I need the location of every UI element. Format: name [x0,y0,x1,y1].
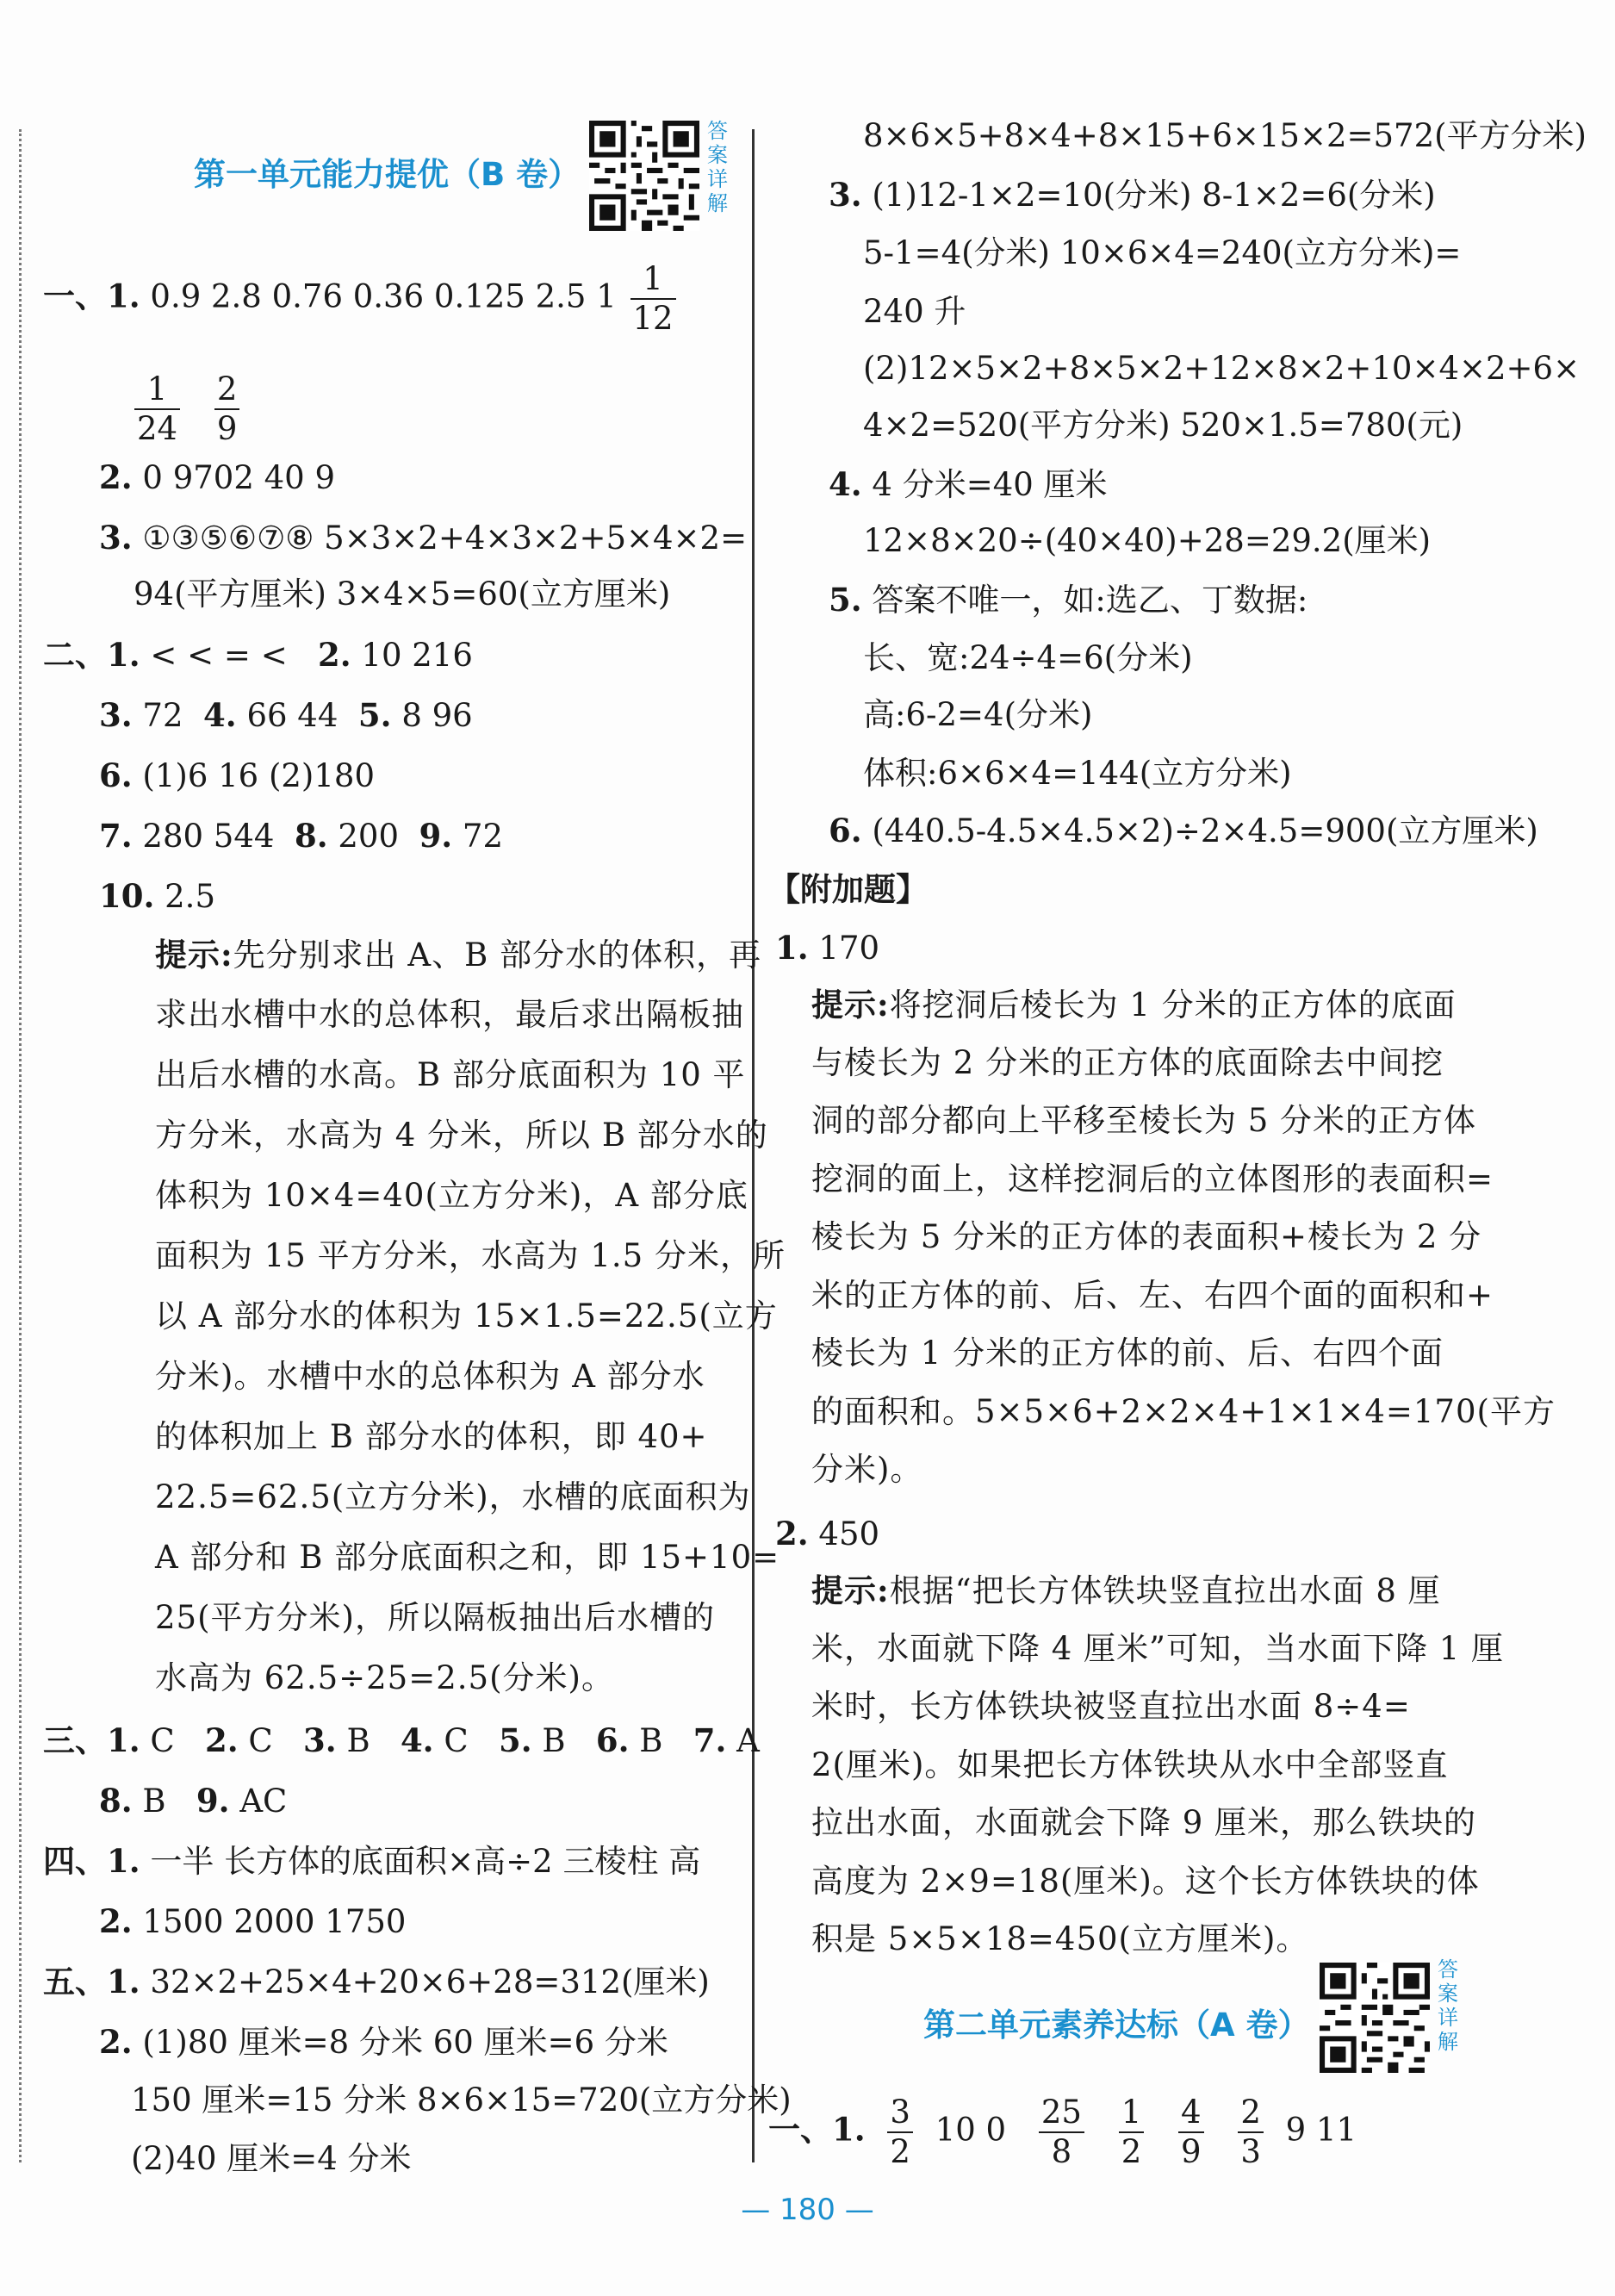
tip-line [811,984,1457,1026]
fraction-numerator: 2 [214,370,240,410]
fraction-numerator: 2 [1238,2094,1264,2133]
q-label: 8. [99,1782,133,1820]
sec5-line4: (2)40 厘米=4 分米 [131,2140,412,2177]
sec5-label: 五、1. [43,1963,140,2000]
sec3-line2 [99,1780,287,1822]
answer-text: 170 [818,930,880,967]
tip-line [811,1391,1556,1433]
tip-line [811,1275,1494,1316]
answer-text: B [142,1783,166,1820]
tip-text: 方分米，水高为 4 分米，所以 B 部分水的 [155,1117,768,1154]
r-line-1: 8×6×5+8×4+8×15+6×15×2=572(平方分米) [863,117,1587,154]
answer-text: < < = < [150,637,288,674]
answer-text: (440.5-4.5×4.5×2)÷2×4.5=900(立方厘米) [872,812,1538,849]
q-label: 9. [196,1782,230,1820]
q-label: 8. [294,817,328,855]
fraction-numerator: 1 [1119,2094,1145,2133]
answer-text: B [542,1722,566,1759]
answer-text: 2.5 [165,878,215,915]
answer-text: 8 96 [401,697,473,734]
q-label: 2. [775,1515,809,1552]
tip-line [155,1235,786,1277]
tip-line [811,1570,1441,1612]
unit2-sec1-q1 [768,2094,1357,2171]
answer-text: ①③⑤⑥⑦⑧ 5×3×2+4×3×2+5×4×2= [142,520,748,557]
tip-text: 面积为 15 平方分米，水高为 1.5 分米，所 [155,1237,786,1274]
q3-line4: (2)12×5×2+8×5×2+12×8×2+10×4×2+6× [863,350,1581,387]
sec1-q1-line [43,260,688,338]
answer-text: 4 分米=40 厘米 [872,466,1108,503]
fraction [1238,2094,1264,2171]
tip-text: 高度为 2×9=18(厘米)。这个长方体铁块的体 [811,1862,1480,1900]
tip-label: 提示: [811,1571,890,1609]
q-label: 4. [203,696,237,734]
qr-code-icon[interactable] [589,121,699,231]
q-label: 2. [205,1721,239,1759]
tip-line [155,934,761,976]
fraction-denominator: 12 [632,300,674,337]
tip-text: 的体积加上 B 部分水的体积，即 40+ [155,1418,708,1455]
q-label: 6. [595,1721,630,1759]
fraction-numerator: 25 [1039,2094,1084,2133]
sec1-q3-cont: 94(平方厘米) 3×4×5=60(立方厘米) [134,576,671,613]
answer-text: 10 216 [361,637,473,674]
answer-text: B [639,1722,663,1759]
q6-line [829,810,1538,852]
q-label: 4. [400,1721,434,1759]
tip-line [811,1449,922,1490]
fraction [887,2094,913,2171]
tip-text: 将挖洞后棱长为 1 分米的正方体的底面 [889,986,1457,1024]
fraction-numerator: 4 [1178,2094,1204,2133]
answer-text: 450 [818,1515,880,1552]
tip-text: 分米)。 [811,1451,923,1488]
sec3-line1 [43,1720,760,1762]
q-label: 2. [99,1902,133,1940]
answer-text: (1)6 16 (2)180 [142,757,375,794]
fraction-denominator: 9 [1181,2133,1202,2170]
q5-line2: 长、宽:24÷4=6(分米) [863,639,1193,676]
sec2-line4 [99,815,503,857]
tip-text: 米时，长方体铁块被竖直拉出水面 8÷4= [811,1688,1411,1725]
sec2-line5 [99,875,215,918]
sec3-label: 三、1. [43,1721,140,1759]
page-number: — 180 — [741,2193,874,2227]
fraction [134,370,180,448]
fraction [214,370,240,448]
fraction [1039,2094,1084,2171]
q-label: 9. [419,817,453,855]
answer-text: C [248,1722,273,1759]
answer-text: 1500 2000 1750 [142,1903,407,1940]
tip-text: 米的正方体的前、后、左、右四个面的面积和+ [811,1276,1494,1314]
answer-text: 200 [338,818,399,855]
tip-text: 积是 5×5×18=450(立方厘米)。 [811,1920,1309,1957]
q4-line2: 12×8×20÷(40×40)+28=29.2(厘米) [863,522,1432,559]
tip-line [811,1042,1444,1084]
q-label: 3. [829,176,862,214]
answer-text: C [444,1722,469,1759]
right-column [768,0,1615,2206]
left-column [0,0,792,2206]
tip-line [811,1745,1448,1786]
fraction-numerator: 3 [887,2094,913,2133]
tip-text: 出后水槽的水高。B 部分底面积为 10 平 [155,1056,746,1093]
answer-text: 0 9702 40 9 [142,459,336,496]
tip-text: 拉出水面，水面就会下降 9 厘米，那么铁块的 [811,1804,1477,1841]
q-label: 3. [303,1721,337,1759]
answer-text: 9 11 [1285,2111,1357,2149]
answer-text: 答案不唯一，如:选乙、丁数据: [872,582,1308,619]
tip-text: 与棱长为 2 分米的正方体的底面除去中间挖 [811,1043,1444,1081]
sec4-line1 [43,1840,700,1882]
answer-text: A [736,1722,760,1759]
sec1-label: 一、1. [43,277,140,315]
tip-line [155,1115,768,1156]
sec5-line2 [99,2021,668,2063]
q-label: 7. [693,1721,727,1759]
unit1-title: 第一单元能力提优（B 卷） [194,156,581,193]
answer-text: (1)80 厘米=8 分米 60 厘米=6 分米 [142,2024,668,2061]
q3-line3: 240 升 [863,293,966,330]
fraction-numerator: 1 [134,370,180,410]
fraction-denominator: 2 [890,2133,910,2170]
tip-line [155,1658,614,1699]
fraction [1119,2094,1145,2171]
tip-text: A 部分和 B 部分底面积之和，即 15+10= [155,1539,780,1576]
extra-q1 [775,927,879,969]
extra-heading: 【附加题】 [768,870,928,908]
tip-text: 的面积和。5×5×6+2×2×4+1×1×4=170(平方 [811,1392,1556,1430]
tip-text: 根据“把长方体铁块竖直拉出水面 8 厘 [889,1572,1441,1609]
tip-text: 求出水槽中水的总体积，最后求出隔板抽 [155,996,744,1033]
q-label: 5. [357,696,392,734]
tip-text: 2(厘米)。如果把长方体铁块从水中全部竖直 [811,1745,1449,1783]
answer-text: AC [239,1783,288,1820]
fraction-denominator: 24 [137,410,178,447]
q-label: 5. [829,581,862,619]
tip-line [155,994,744,1036]
fraction-numerator: 1 [630,260,676,300]
tip-line [811,1861,1480,1902]
q-label: 6. [99,756,133,794]
tip-text: 米，水面就下降 4 厘米”可知，当水面下降 1 厘 [811,1629,1505,1667]
sec2-line1 [43,634,473,676]
tip-text: 棱长为 1 分米的正方体的前、后、右四个面 [811,1335,1444,1372]
q-label: 2. [318,636,351,674]
q3-line2: 5-1=4(分米) 10×6×4=240(立方分米)= [863,234,1462,271]
answer-text: 72 [462,818,504,855]
q5-line3: 高:6-2=4(分米) [863,696,1093,733]
q5-line1 [829,579,1308,621]
fraction [1178,2094,1204,2171]
tip-line [155,1175,748,1216]
fraction [630,260,676,338]
answer-text: 一半 长方体的底面积×高÷2 三棱柱 高 [150,1843,701,1880]
tip-line [155,1055,746,1096]
q-label: 7. [99,817,133,855]
qr-answer-label: 答案详解 [707,119,728,215]
tip-text: 体积为 10×4=40(立方分米)，A 部分底 [155,1177,748,1214]
sec1-q2 [99,457,335,499]
sec5-line1 [43,1961,710,2003]
tip-label: 提示: [155,936,233,974]
sec2-label: 二、1. [43,636,140,674]
sec2-line3 [99,755,375,797]
q4-line1 [829,464,1108,506]
sec5-line3: 150 厘米=15 分米 8×6×15=720(立方分米) [131,2081,792,2119]
extra-q2 [775,1513,879,1555]
tip-text: 以 A 部分水的体积为 15×1.5=22.5(立方 [155,1297,778,1335]
sec2-line2 [99,694,473,737]
answer-text: 32×2+25×4+20×6+28=312(厘米) [150,1963,710,2000]
q-label: 4. [829,465,862,503]
q-label: 5. [498,1721,532,1759]
q-label: 10. [99,877,155,915]
tip-line [811,1333,1444,1374]
q3-line1 [829,174,1436,216]
qr-answer-label: 答案详解 [1438,1957,1458,2054]
sec1-q1-fractions [121,370,252,448]
q-label: 1. [775,929,809,967]
answer-text: 66 44 [246,697,339,734]
tip-line [155,1416,708,1458]
q-label: 3. [99,696,133,734]
sec1-q3 [99,517,747,559]
tip-line [155,1356,705,1397]
tip-line [811,1159,1494,1200]
tip-text: 挖洞的面上，这样挖洞后的立体图形的表面积= [811,1160,1494,1198]
answer-text: B [346,1722,370,1759]
tip-text: 分米)。水槽中水的总体积为 A 部分水 [155,1358,705,1395]
tip-line [811,1919,1308,1960]
answer-text: (1)12-1×2=10(分米) 8-1×2=6(分米) [872,177,1436,214]
tip-text: 棱长为 5 分米的正方体的表面积+棱长为 2 分 [811,1218,1482,1255]
answer-text: 10 0 [935,2111,1007,2149]
fraction-denominator: 8 [1051,2133,1072,2170]
tip-label: 提示: [811,986,890,1024]
unit2-title: 第二单元素养达标（A 卷） [923,2007,1310,2044]
tip-line [811,1100,1476,1142]
tip-line [155,1537,780,1578]
fraction-denominator: 9 [216,410,238,447]
sec1-q1-values: 0.9 2.8 0.76 0.36 0.125 2.5 1 [150,277,617,315]
answer-text: 72 [142,697,183,734]
q-label: 6. [829,812,862,849]
q-label: 2. [99,458,133,496]
q3-line5: 4×2=520(平方分米) 520×1.5=780(元) [863,407,1463,444]
tip-line [155,1296,778,1337]
tip-text: 22.5=62.5(立方分米)，水槽的底面积为 [155,1478,751,1515]
tip-line [811,1216,1481,1258]
tip-line [811,1686,1411,1727]
sec4-line2 [99,1901,406,1943]
tip-line [155,1477,751,1518]
sec-label: 一、1. [768,2110,866,2149]
fraction-denominator: 2 [1121,2133,1142,2170]
qr-code-icon[interactable] [1320,1963,1430,2073]
tip-text: 洞的部分都向上平移至棱长为 5 分米的正方体 [811,1102,1477,1139]
tip-text: 水高为 62.5÷25=2.5(分米)。 [155,1659,614,1696]
tip-line [811,1802,1476,1844]
tip-line [155,1597,715,1639]
tip-text: 先分别求出 A、B 部分水的体积，再 [233,936,762,974]
tip-text: 25(平方分米)，所以隔板抽出后水槽的 [155,1599,715,1636]
q5-line4: 体积:6×6×4=144(立方分米) [863,755,1292,792]
answer-text: 280 544 [142,818,275,855]
tip-line [811,1628,1504,1670]
fraction-denominator: 3 [1240,2133,1261,2170]
sec4-label: 四、1. [43,1842,140,1880]
answer-text: C [150,1722,175,1759]
q-label: 2. [99,2023,133,2061]
q-label: 3. [99,519,133,557]
